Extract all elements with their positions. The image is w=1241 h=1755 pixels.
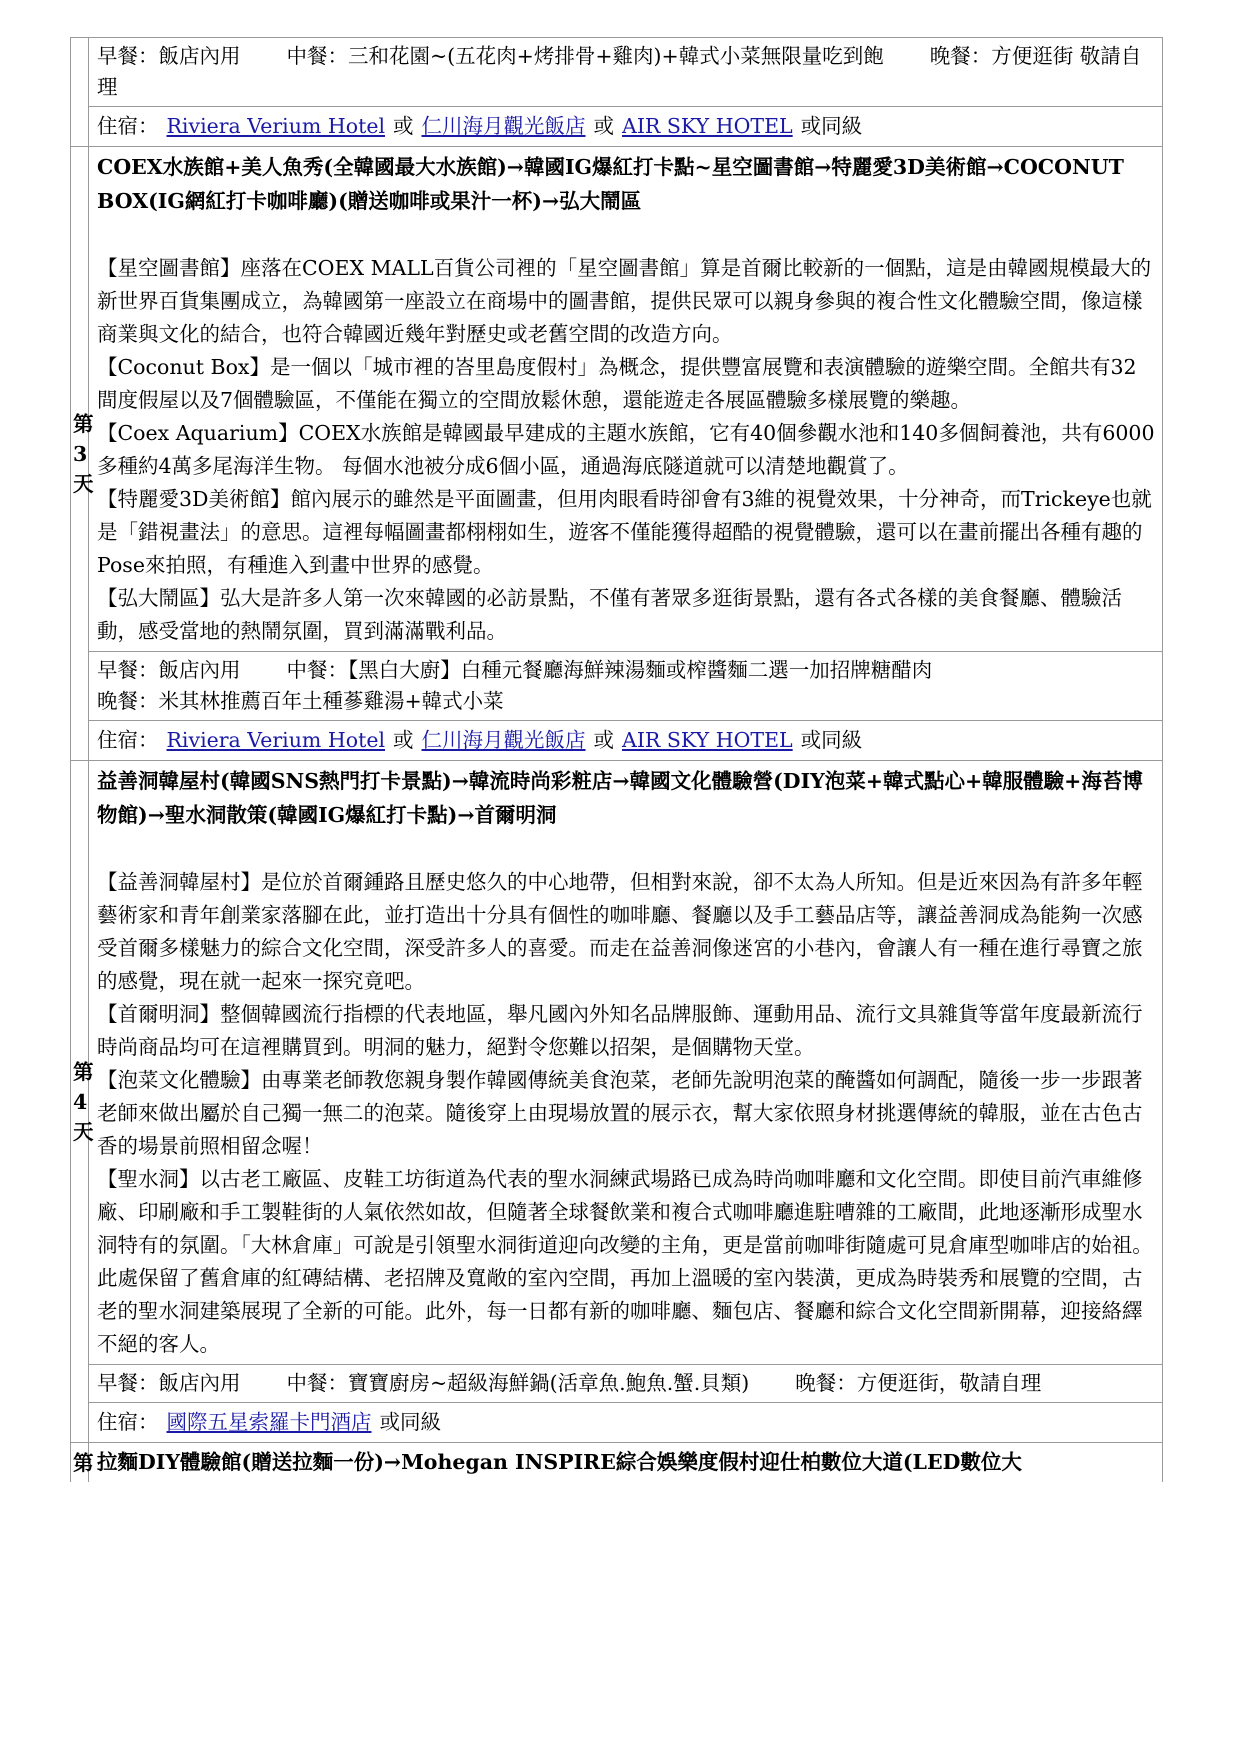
dinner-text: 晚餐：米其林推薦百年土種蔘雞湯+韓式小菜	[97, 689, 504, 713]
or-text: 或	[593, 728, 615, 752]
lodging-tail: 或同級	[800, 728, 863, 752]
itinerary-table	[70, 37, 1163, 1482]
or-text: 或	[393, 114, 414, 138]
meals-cell	[89, 1365, 1163, 1403]
day-char: 第	[73, 1059, 94, 1084]
lunch-text: 中餐：三和花園~(五花肉+烤排骨+雞肉)+韓式小菜無限量吃到飽	[286, 44, 884, 68]
breakfast-text: 早餐：飯店內用	[97, 44, 241, 68]
itinerary-sheet	[70, 37, 1163, 1482]
breakfast-text: 早餐：飯店內用	[97, 658, 241, 682]
meals-cell	[89, 652, 1163, 721]
attraction-paragraph: 【首爾明洞】整個韓國流行指標的代表地區，舉凡國內外知名品牌服飾、運動用品、流行文具雜貨等當年度最新流行時尚商品均可在這裡購買到。明洞的魅力，絕對令您難以招架，是個購物天堂。	[97, 1002, 1143, 1059]
day4-route-title: 益善洞韓屋村(韓國SNS熱門打卡景點)→韓流時尚彩粧店→韓國文化體驗營(DIY泡菜+韓式點心+韓服體驗+海苔博物館)→聖水洞散策(韓國IG爆紅打卡點)→首爾明洞	[97, 769, 1143, 827]
day4-lodging-row	[71, 1403, 1163, 1443]
day2-meals-row	[71, 38, 1163, 107]
lodging-label: 住宿：	[97, 114, 159, 138]
day5-label-cell	[71, 1443, 94, 1483]
lodging-label: 住宿：	[97, 728, 159, 752]
hotel-link-riviera[interactable]: Riviera Verium Hotel	[166, 728, 386, 752]
day4-meals-row	[71, 1365, 1163, 1403]
day3-meals-row	[71, 652, 1163, 721]
day-char: 天	[73, 1119, 94, 1144]
day4-label-cell	[71, 761, 94, 1443]
lodging-tail: 或同級	[379, 1410, 441, 1434]
day2-lodging-row	[71, 107, 1163, 147]
day-number: 4	[73, 1089, 88, 1114]
lodging-label: 住宿：	[97, 1410, 159, 1434]
day-char: 第	[73, 411, 94, 436]
hotel-link-haewol[interactable]: 仁川海月觀光飯店	[421, 114, 586, 138]
day-char: 天	[73, 471, 94, 496]
lodging-tail: 或同級	[800, 114, 863, 138]
hotel-link-solaria[interactable]: 國際五星索羅卡門酒店	[166, 1410, 372, 1434]
day3-content-row	[71, 147, 1163, 652]
hotel-link-airsky[interactable]: AIR SKY HOTEL	[622, 114, 793, 138]
day5-content-cell	[89, 1443, 1163, 1483]
lunch-text: 中餐：【黑白大廚】白種元餐廳海鮮辣湯麵或榨醬麵二選一加招牌糖醋肉	[286, 658, 933, 682]
meals-cell	[89, 38, 1163, 107]
attraction-paragraph: 【星空圖書館】座落在COEX MALL百貨公司裡的「星空圖書館」算是首爾比較新的一個點，這是由韓國規模最大的新世界百貨集團成立，為韓國第一座設立在商場中的圖書館，提供民眾可以親身參與的複合性文化體驗空間，像這樣商業與文化的結合，也符合韓國近幾年對歷史或老舊空間的改造方向。	[97, 256, 1152, 346]
breakfast-text: 早餐：飯店內用	[97, 1371, 241, 1395]
hotel-link-airsky[interactable]: AIR SKY HOTEL	[622, 728, 793, 752]
hotel-link-riviera[interactable]: Riviera Verium Hotel	[166, 114, 386, 138]
lodging-cell	[89, 1403, 1163, 1443]
attraction-paragraph: 【聖水洞】以古老工廠區、皮鞋工坊街道為代表的聖水洞練武場路已成為時尚咖啡廳和文化空間。即使目前汽車維修廠、印刷廠和手工製鞋街的人氣依然如故，但隨著全球餐飲業和複合式咖啡廳進駐嘈雜的工廠間，此地逐漸形成聖水洞特有的氛圍。「大林倉庫」可說是引領聖水洞街道迎向改變的主角，更是當前咖啡街隨處可見倉庫型咖啡店的始祖。此處保留了舊倉庫的紅磚結構、老招牌及寬敞的室內空間，再加上溫暖的室內裝潢，更成為時裝秀和展覽的空間，古老的聖水洞建築展現了全新的可能。此外，每一日都有新的咖啡廳、麵包店、餐廳和綜合文化空間新開幕，迎接絡繹不絕的客人。	[97, 1167, 1153, 1356]
attraction-paragraph: 【泡菜文化體驗】由專業老師教您親身製作韓國傳統美食泡菜，老師先說明泡菜的醃醬如何調配，隨後一步一步跟著老師來做出屬於自己獨一無二的泡菜。隨後穿上由現場放置的展示衣，幫大家依照身材挑選傳統的韓服，並在古色古香的場景前照相留念喔！	[97, 1068, 1143, 1158]
day3-route-title: COEX水族館+美人魚秀(全韓國最大水族館)→韓國IG爆紅打卡點~星空圖書館→特麗愛3D美術館→COCONUT BOX(IG網紅打卡咖啡廳)(贈送咖啡或果汁一杯)→弘大鬧區	[97, 155, 1124, 213]
day-char: 第	[73, 1450, 94, 1475]
attraction-paragraph: 【弘大鬧區】弘大是許多人第一次來韓國的必訪景點，不僅有著眾多逛街景點，還有各式各樣的美食餐廳、體驗活動，感受當地的熱鬧氛圍，買到滿滿戰利品。	[97, 586, 1122, 643]
attraction-paragraph: 【益善洞韓屋村】是位於首爾鍾路且歷史悠久的中心地帶，但相對來說，卻不太為人所知。但是近來因為有許多年輕藝術家和青年創業家落腳在此，並打造出十分具有個性的咖啡廳、餐廳以及手工藝品店等，讓益善洞成為能夠一次感受首爾多樣魅力的綜合文化空間，深受許多人的喜愛。而走在益善洞像迷宮的小巷內，會讓人有一種在進行尋寶之旅的感覺，現在就一起來一探究竟吧。	[97, 870, 1143, 993]
day5-route-title: 拉麵DIY體驗館(贈送拉麵一份)→Mohegan INSPIRE綜合娛樂度假村迎仕柏數位大道(LED數位大	[97, 1450, 1022, 1474]
day4-content-cell	[89, 761, 1163, 1365]
day4-content-row	[71, 761, 1163, 1365]
lunch-text: 中餐：寶寶廚房~超級海鮮鍋(活章魚.鮑魚.蟹.貝類)	[286, 1371, 750, 1395]
day3-label-cell	[71, 147, 94, 761]
attraction-paragraph: 【特麗愛3D美術館】館內展示的雖然是平面圖畫，但用肉眼看時卻會有3維的視覺效果，十分神奇，而Trickeye也就是「錯視畫法」的意思。這裡每幅圖畫都栩栩如生，遊客不僅能獲得超酷的視覺體驗，還可以在畫前擺出各種有趣的Pose來拍照，有種進入到畫中世界的感覺。	[97, 487, 1152, 577]
or-text: 或	[393, 728, 414, 752]
day-number: 3	[73, 441, 88, 466]
or-text: 或	[593, 114, 615, 138]
hotel-link-haewol[interactable]: 仁川海月觀光飯店	[421, 728, 586, 752]
day3-lodging-row	[71, 721, 1163, 761]
attraction-paragraph: 【Coex Aquarium】COEX水族館是韓國最早建成的主題水族館，它有40個參觀水池和140多個飼養池，共有6000多種約4萬多尾海洋生物。 每個水池被分成6個小區，通過海底隧道就可以清楚地觀賞了。	[97, 421, 1155, 478]
dinner-text: 晚餐：方便逛街，敬請自理	[795, 1371, 1042, 1395]
lodging-cell	[89, 721, 1163, 761]
day3-content-cell	[89, 147, 1163, 652]
day2-label-cell	[71, 38, 89, 147]
lodging-cell	[89, 107, 1163, 147]
dinner-text: 晚餐：方便逛街 敬請自理	[97, 44, 1142, 99]
day5-content-row	[71, 1443, 1163, 1483]
attraction-paragraph: 【Coconut Box】是一個以「城市裡的峇里島度假村」為概念，提供豐富展覽和表演體驗的遊樂空間。全館共有32間度假屋以及7個體驗區，不僅能在獨立的空間放鬆休憩，還能遊走各展區體驗多樣展覽的樂趣。	[97, 355, 1137, 412]
